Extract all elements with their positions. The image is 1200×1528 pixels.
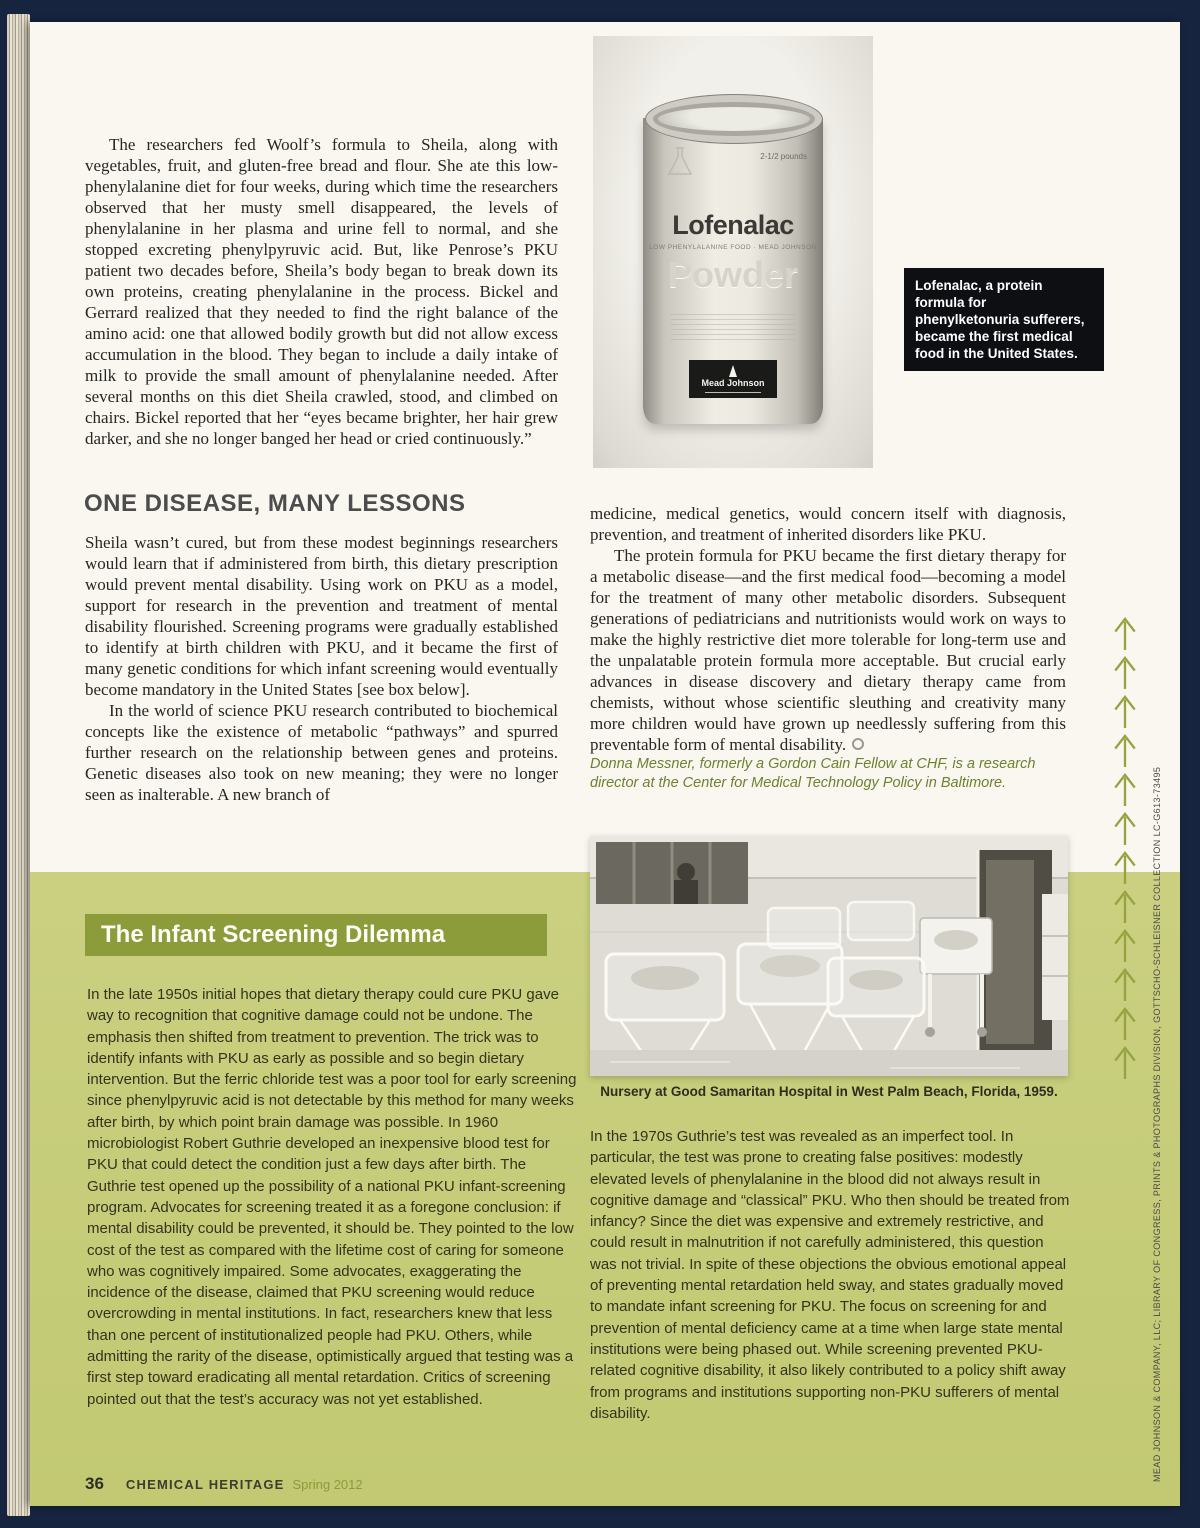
article-paragraph: The protein formula for PKU became the first dietary therapy for a metabolic disease—and the first medical food—becoming a model for the treatment of many other metabolic disorders. Subsequent generations of pediatricians and nutritionists would work on ways to make the highly restrictive diet more tolerable for long-term use and the unpalatable protein formula more acceptable. But crucial early advances in disease discovery and dietary therapy came from chemists, without whose scientific sleuthing and creativity many more children would have grown up needlessly suffering from this preventable form of mental disability. [590,546,1066,754]
footer-magazine-title: CHEMICAL HERITAGE [125,1477,285,1492]
article-paragraph: In the world of science PKU research contributed to biochemical concepts like the existence of metabolic “pathways” and spurred further research on the relationship between genes and proteins. Genetic diseases also took on new meaning; they were no longer seen as inalterable. A new branch of [85,701,558,804]
author-note: Donna Messner, formerly a Gordon Cain Fellow at CHF, is a research director at the Center for Medical Technology Policy in Baltimore. [590,756,1036,791]
up-arrow-icon [1112,731,1138,768]
sidebar-title: The Infant Screening Dilemma [85,914,547,956]
end-of-article-icon [852,738,864,750]
up-arrow-icon [1112,653,1138,690]
can-subline-label: LOW PHENYLALANINE FOOD · MEAD JOHNSON [649,244,817,251]
up-arrow-icon [1112,809,1138,846]
article-paragraph: medicine, medical genetics, would concern itself with diagnosis, prevention, and treatment of inherited disorders like PKU. [590,504,1066,544]
up-arrow-icon [1112,770,1138,807]
can-body [643,118,823,424]
up-arrow-icon [1112,1043,1138,1080]
can-brand-label: Lofenalac [672,210,794,240]
flask-icon [665,146,695,178]
article-column-1-top [85,134,558,449]
nursery-photo [590,836,1068,1076]
can-weight-label: 2-1/2 pounds [760,152,807,161]
article-column-2 [590,503,1066,792]
section-heading: ONE DISEASE, MANY LESSONS [84,490,466,517]
nursery-photo-caption: Nursery at Good Samaritan Hospital in West Palm Beach, Florida, 1959. [600,1084,1058,1099]
page-footer [85,1474,363,1494]
magazine-page-edges [7,14,30,1516]
sidebar-column-1: In the late 1950s initial hopes that dietary therapy could cure PKU gave way to recognition that cognitive damage could not be undone. The emphasis then shifted from treatment to prevention. The trick was to identify infants with PKU as early as possible and so begin dietary intervention. But the ferric chloride test was a poor tool for early screening since phenylpyruvic acid is not detectable by this method for many weeks after birth, by which point brain damage was possible. In 1960 microbiologist Robert Guthrie developed an inexpensive blood test for PKU that could detect the condition just a few days after birth. The Guthrie test opened up the possibility of a national PKU infant-screening program. Advocates for screening treated it as a foregone conclusion: if mental disability could be prevented, it should be. They pointed to the low cost of the test as compared with the lifetime cost of caring for someone who was cognitively impaired. Some advocates, exaggerating the incidence of the disease, claimed that PKU screening would reduce overcrowding in mental institutions. In fact, researchers knew that less than one percent of institutionalized people had PKU. Others, while admitting the rarity of the disease, optimistically argued that testing was a first step toward eradicating all mental retardation. Critics of screening pointed out that the test’s accuracy was not yet established. [87,986,577,1408]
footer-page-number: 36 [85,1474,104,1493]
nursery-photo-illustration [590,836,1068,1076]
magazine-page [30,22,1180,1506]
up-arrows [1108,614,1142,1086]
up-arrow-icon [1112,926,1138,963]
lofenalac-can-photo [593,36,873,468]
badge-divider [705,392,761,393]
article-column-1-lower [85,532,558,805]
sidebar-column-2: In the 1970s Guthrie’s test was revealed as an imperfect tool. In particular, the test was prone to creating false positives: modestly elevated levels of phenylalanine in the blood did not always result in cognitive damage and “classical” PKU. Who then should be treated from infancy? Since the diet was expensive and extremely restrictive, and could result in malnutrition if not carefully administered, this question was not trivial. In spite of these objections the obvious emotional appeal of preventing mental retardation held sway, and states gradually moved to mandate infant screening for PKU. The focus on screening for and prevention of mental deficiency came at a time when large state mental institutions were being phased out. While screening prevented PKU-related cognitive disability, it also likely contributed to a policy shift away from programs and institutions supporting non-PKU sufferers of mental disability. [590,1128,1070,1422]
up-arrow-icon [1112,848,1138,885]
lofenalac-can [643,94,823,428]
mead-johnson-badge [689,360,777,398]
footer-issue: Spring 2012 [292,1477,363,1492]
article-paragraph: Sheila wasn’t cured, but from these modest beginnings researchers would learn that if administered from birth, this dietary prescription would prevent mental disability. Using work on PKU as a model, support for research in the prevention and treatment of mental disability flourished. Screening programs were gradually established to identify at birth children with PKU, and it became the first of many genetic conditions for which infant screening would eventually become mandatory in the United States [see box below]. [85,533,558,699]
up-arrow-icon [1112,692,1138,729]
mead-johnson-logo-icon [729,365,737,377]
article-paragraph: The researchers fed Woolf’s formula to Sheila, along with vegetables, fruit, and gluten-free bread and flour. She ate this low-phenylalanine diet for four weeks, during which time the researchers observed that her musty smell disappeared, the levels of phenylalanine in her plasma and urine fell to normal, and she stopped excreting phenylpyruvic acid. But, like Penrose’s PKU patient two decades before, Sheila’s body began to break down its own proteins, creating phenylalanine in the process. Bickel and Gerrard realized that they needed to find the right balance of the amino acid: one that allowed bodily growth but did not allow excess accumulation in the blood. They began to include a daily intake of milk to provide the small amount of phenylalanine needed. After several months on this diet Sheila crawled, stood, and climbed on chairs. Bickel reported that her “eyes became brighter, her hair grew darker, and she no longer banged her head or cried continuously.” [85,135,558,448]
up-arrow-icon [1112,887,1138,924]
maker-name: Mead Johnson [701,378,765,388]
can-fine-print-lines [671,314,795,340]
up-arrow-icon [1112,965,1138,1002]
can-powder-label: Powder [667,254,799,295]
up-arrow-icon [1112,1004,1138,1041]
up-arrow-icon [1112,614,1138,651]
can-lid [645,94,823,144]
can-photo-caption: Lofenalac, a protein formula for phenylketonuria sufferers, became the first medical food in the United States. [904,268,1104,371]
photo-credit-vertical: MEAD JOHNSON & COMPANY, LLC; LIBRARY OF CONGRESS, PRINTS & PHOTOGRAPHS DIVISION, GOTTSCHO-SCHLEISNER COLLECTION LC-G613-73495 [1152,766,1162,1482]
